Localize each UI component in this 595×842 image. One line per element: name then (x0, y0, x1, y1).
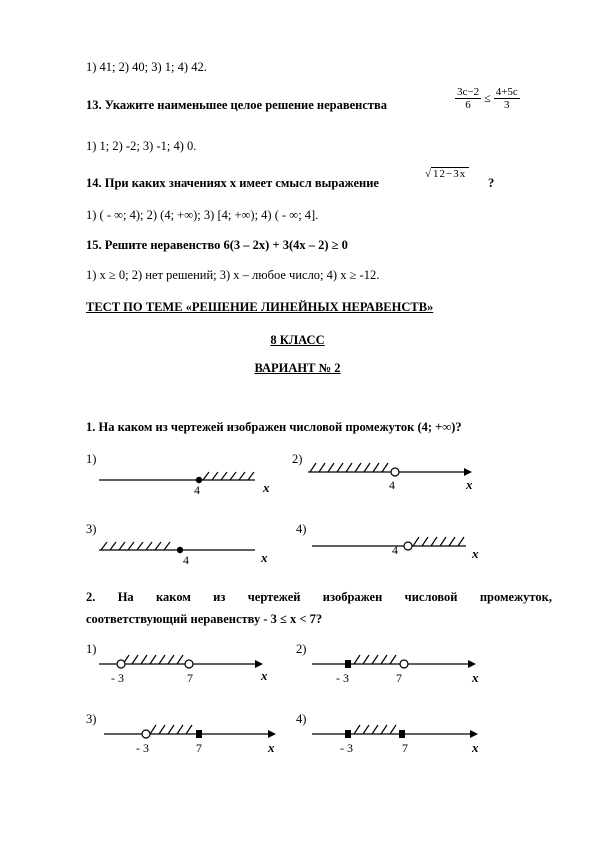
sqrt-sign-icon: √ (425, 168, 432, 180)
v2-q2-diagram-4 (310, 722, 490, 758)
axis-label: x (472, 546, 479, 561)
tick-label-left: - 3 (340, 741, 353, 755)
v2-q1-diagram-3 (95, 536, 275, 568)
v2-q2-line1 (86, 590, 552, 605)
tick-label-right: 7 (196, 741, 202, 755)
tick-label-left: - 3 (111, 671, 124, 685)
v2-q1-diagram-4 (310, 526, 490, 562)
open-point (117, 660, 125, 668)
q13-options: 1) 1; 2) -2; 3) -1; 4) 0. (86, 139, 197, 153)
hatch-region (413, 537, 464, 546)
tick-label: 4 (194, 483, 200, 497)
v2-q1-diagram-2 (306, 458, 486, 494)
q15-text: 15. Решите неравенство 6(3 – 2x) + 3(4x – 2) ≥ 0 (86, 238, 348, 252)
v2-q1-label-2: 2) (292, 452, 303, 466)
axis-label: x (261, 550, 268, 565)
axis-label: x (268, 740, 275, 755)
q13-rhs-denominator: 3 (503, 99, 510, 111)
open-point (400, 660, 408, 668)
hatch-region (203, 472, 254, 480)
v2-q2-label-1: 1) (86, 642, 97, 656)
q13-rhs-numerator: 4+5c (495, 86, 518, 98)
v2-q2-diagram-1 (95, 652, 275, 688)
v2-q2-word: промежуток, (479, 590, 552, 604)
v2-q2-label-2: 2) (296, 642, 307, 656)
q13-inequality (455, 86, 520, 111)
v2-q1-label-1: 1) (86, 452, 97, 466)
tick-label-right: 7 (402, 741, 408, 755)
q12-options: 1) 41; 2) 40; 3) 1; 4) 42. (86, 60, 207, 74)
v2-q1-label-3: 3) (86, 522, 97, 536)
axis-arrow-icon (464, 468, 472, 476)
hatch-region (354, 725, 396, 734)
axis-arrow-icon (470, 730, 478, 738)
q13-relation: ≤ (484, 91, 491, 105)
q13-text: 13. Укажите наименьшее целое решение неравенства (86, 98, 388, 112)
q15-options: 1) x ≥ 0; 2) нет решений; 3) x – любое число; 4) x ≥ -12. (86, 268, 380, 282)
v2-q1-label-4: 4) (296, 522, 307, 536)
tick-label-right: 7 (396, 671, 402, 685)
q13-rhs-fraction (494, 86, 520, 111)
closed-point (345, 660, 351, 668)
v2-q2-word: 2. (86, 590, 96, 604)
q13-lhs-fraction (455, 86, 481, 111)
v2-q2-diagram-3 (100, 722, 280, 758)
tick-label-right: 7 (187, 671, 193, 685)
axis-label: x (263, 480, 270, 495)
tick-label-left: - 3 (336, 671, 349, 685)
v2-q2-label-4: 4) (296, 712, 307, 726)
hatch-region (354, 655, 396, 664)
closed-point (345, 730, 351, 738)
v2-q2-word: изображен (322, 590, 383, 604)
v2-q1-diagram-1 (95, 466, 275, 498)
v2-q2-word: чертежей (247, 590, 301, 604)
v2-q2-diagram-2 (310, 652, 490, 688)
closed-point (399, 730, 405, 738)
q13-lhs-denominator: 6 (465, 99, 471, 111)
open-point (185, 660, 193, 668)
axis-label: x (466, 477, 473, 492)
tick-label-left: - 3 (136, 741, 149, 755)
test-title: ТЕСТ ПО ТЕМЕ «РЕШЕНИЕ ЛИНЕЙНЫХ НЕРАВЕНСТВ» (86, 300, 434, 314)
hatch-region (150, 725, 192, 734)
q13-lhs-numerator: 3c−2 (457, 86, 480, 98)
axis-label: x (261, 668, 268, 683)
axis-arrow-icon (255, 660, 263, 668)
hatch-region (101, 542, 170, 550)
open-point (404, 542, 412, 550)
hatch-region (310, 463, 388, 472)
open-point (142, 730, 150, 738)
q14-question-mark: ? (488, 176, 495, 190)
q14-sqrt-expression (425, 168, 469, 180)
v2-q2-word: На (117, 590, 134, 604)
axis-arrow-icon (468, 660, 476, 668)
v2-q2-word: каком (156, 590, 191, 604)
tick-label: 4 (392, 543, 398, 557)
axis-label: x (472, 740, 479, 755)
v2-q2-label-3: 3) (86, 712, 97, 726)
axis-arrow-icon (268, 730, 276, 738)
v2-q1-text: 1. На каком из чертежей изображен числовой промежуток (4; +∞)? (86, 420, 462, 434)
closed-point (196, 730, 202, 738)
axis-label: x (472, 670, 479, 685)
hatch-region (123, 655, 183, 664)
open-point (391, 468, 399, 476)
tick-label: 4 (389, 478, 395, 492)
v2-q2-word: числовой (404, 590, 458, 604)
variant-heading: ВАРИАНТ № 2 (254, 361, 341, 375)
q14-text: 14. При каких значениях x имеет смысл выражение (86, 176, 379, 190)
q14-radicand: 12−3x (431, 167, 469, 180)
v2-q2-word: из (213, 590, 226, 604)
v2-q2-line2: соответствующий неравенству - 3 ≤ x < 7? (86, 612, 323, 626)
tick-label: 4 (183, 553, 189, 567)
q14-options: 1) ( - ∞; 4); 2) (4; +∞); 3) [4; +∞); 4) ( - ∞; 4]. (86, 208, 319, 222)
grade-heading: 8 КЛАСС (270, 333, 325, 347)
